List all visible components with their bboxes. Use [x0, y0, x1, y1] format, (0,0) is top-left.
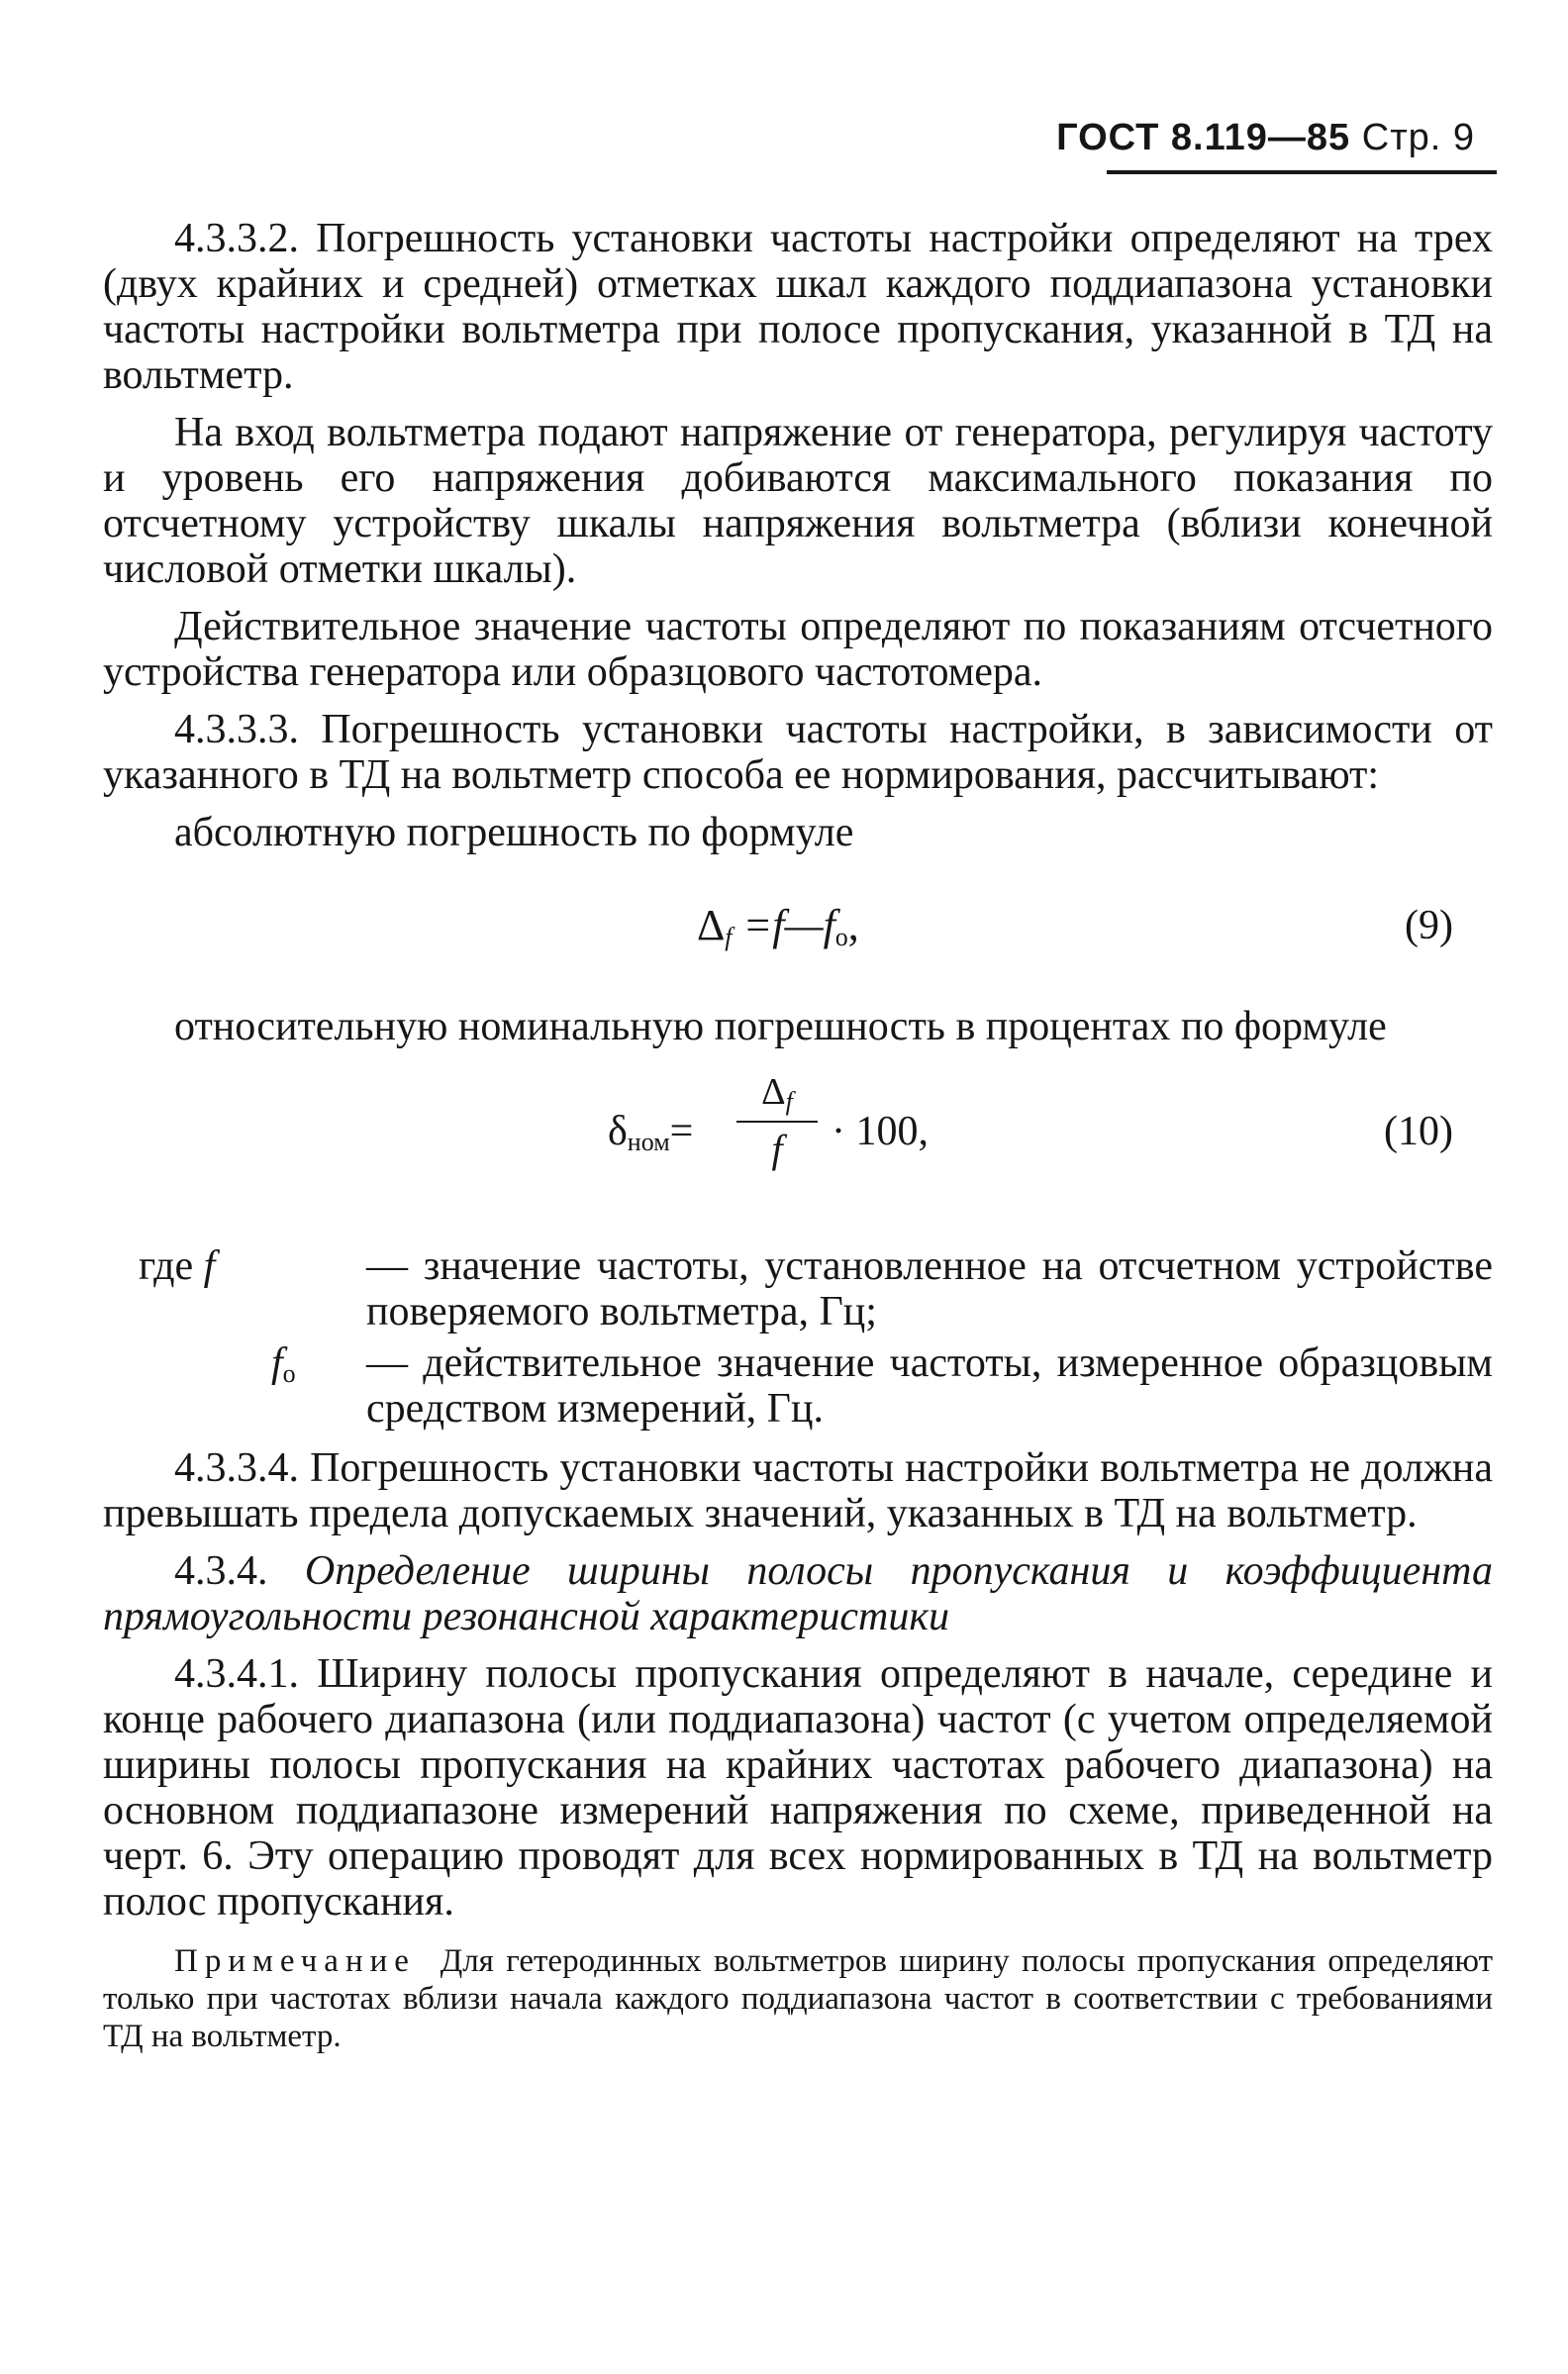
paragraph-4-3-4-1: 4.3.4.1. Ширину полосы пропускания определяют в начале, середине и конце рабочего диапазона (или поддиапазона) частот (с учетом определяемой ширины полосы пропускания на крайних частотах рабочего диапазона) на основном поддиапазоне измерений напряжения по схеме, приведенной на черт. 6. Эту операцию проводят для всех нормированных в ТД на вольтметр полос пропускания.	[103, 1651, 1493, 1925]
formula-10-number: (10)	[1384, 1109, 1453, 1154]
formula-10-fraction: $\Delta_f$ f	[736, 1069, 818, 1172]
paragraph-4-3-3-2: 4.3.3.2. Погрешность установки частоты настройки определяют на трех (двух крайних и средней) отметках шкал каждого поддиапазона установки частоты настройки вольтметра при полосе пропускания, указанной в ТД на вольтметр.	[103, 216, 1493, 398]
formula-10	[103, 1069, 1493, 1218]
paragraph-4-3-3-3: 4.3.3.3. Погрешность установки частоты настройки, в зависимости от указанного в ТД на вольтметр способа ее нормирования, рассчитывают:	[103, 707, 1493, 798]
formula-9	[103, 885, 1493, 974]
page-header	[1056, 117, 1475, 159]
formula-10-lhs: $\delta_{ном}=$	[608, 1109, 694, 1156]
standard-number: ГОСТ 8.119—85	[1056, 117, 1351, 158]
note-text: Для гетеродинных вольтметров ширину полосы пропускания определяют только при частотах вблизи начала каждого поддиапазона частот в соответствии с требованиями ТД на вольтметр.	[103, 1943, 1494, 2054]
paragraph-actual-frequency: Действительное значение частоты определяют по показаниям отсчетного устройства генератора или образцового частотомера.	[103, 604, 1493, 695]
formula-9-expression: $\Delta_f$ $=f—f_o$,	[697, 901, 859, 951]
page-number: Стр. 9	[1361, 117, 1475, 158]
section-4-3-4-heading: 4.3.4. Определение ширины полосы пропускания и коэффициента прямоугольности резонансной характеристики	[103, 1548, 1493, 1639]
symbol-definitions	[103, 1243, 1493, 1432]
paragraph-generator-input: На вход вольтметра подают напряжение от генератора, регулируя частоту и уровень его напряжения добиваются максимального показания по отсчетному устройству шкалы напряжения вольтметра (вблизи конечной числовой отметки шкалы).	[103, 410, 1493, 592]
paragraph-relative-error: относительную номинальную погрешность в процентах по формуле	[174, 1004, 1387, 1049]
definition-f0: $f_o$ — действительное значение частоты, измеренное образцовым средством измерений, Гц.	[271, 1340, 1493, 1432]
note	[103, 1942, 1493, 2055]
paragraph-4-3-3-4: 4.3.3.4. Погрешность установки частоты настройки вольтметра не должна превышать предела допускаемых значений, указанных в ТД на вольтметр.	[103, 1445, 1493, 1536]
header-rule	[1107, 170, 1497, 174]
paragraph-absolute-error: абсолютную погрешность по формуле	[174, 810, 854, 855]
definition-f: где f — значение частоты, установленное на отсчетном устройстве поверяемого вольтметра, Гц;	[139, 1243, 1493, 1335]
document-body	[103, 216, 1493, 2088]
formula-9-number: (9)	[1405, 903, 1453, 948]
note-label: Примечание	[174, 1943, 416, 1979]
formula-10-multiplier: · 100,	[832, 1109, 929, 1154]
